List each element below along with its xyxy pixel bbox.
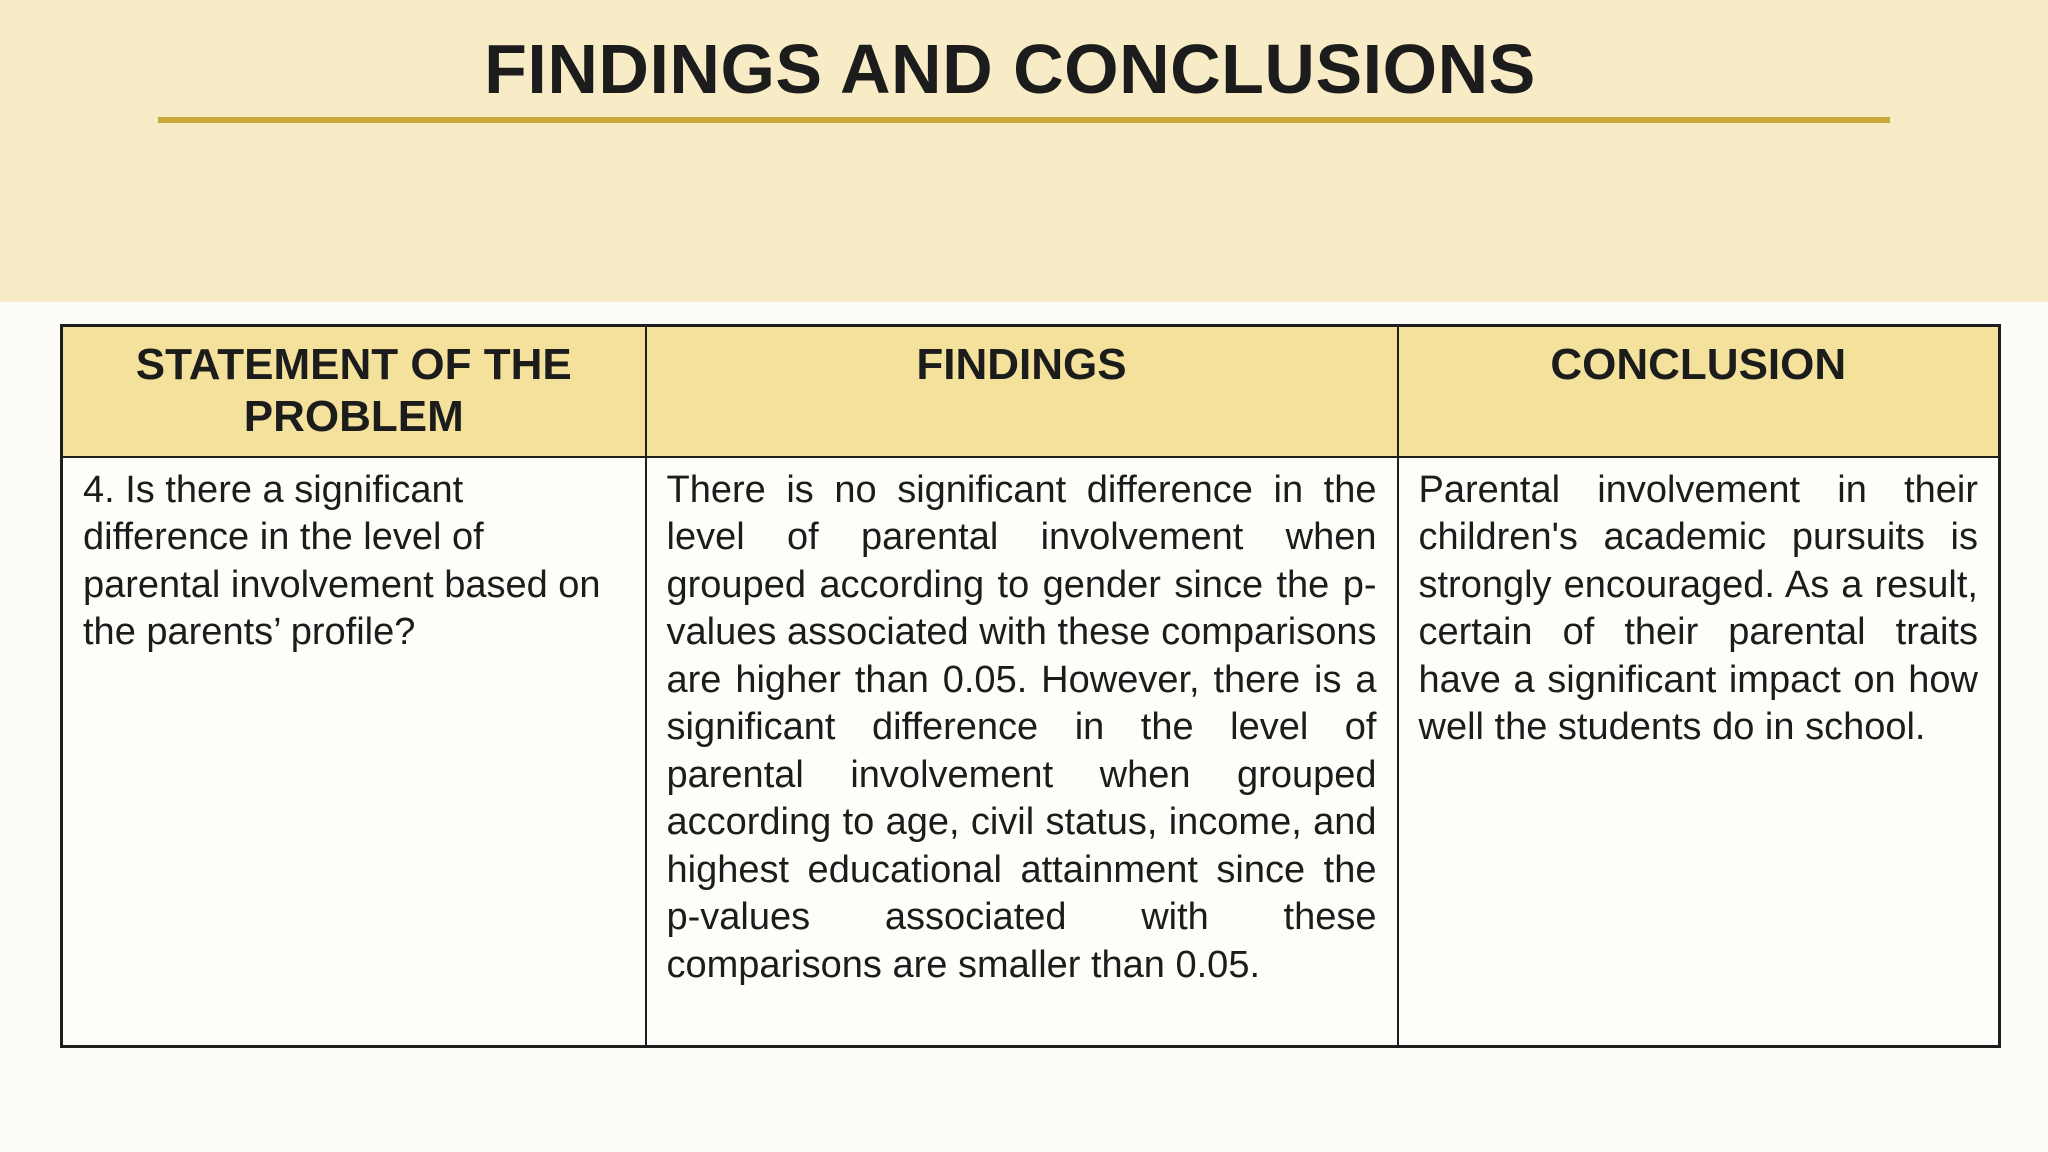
problem-statement-cell: 4. Is there a significant difference in the level of parental involvement based on the parents’ profile? [62, 457, 646, 1047]
header-statement-of-the-problem: STATEMENT OF THE PROBLEM [62, 326, 646, 457]
findings-cell: There is no significant difference in the level of parental involvement when grouped according to gender since the p-values associated with these comparisons are higher than 0.05. However, there is a significant difference in the level of parental involvement when grouped according to age, civil status, income, and highest educational attainment since the p-values associated with these comparisons are smaller than 0.05. [646, 457, 1398, 1047]
header-conclusion: CONCLUSION [1398, 326, 2000, 457]
table-header-row [62, 326, 2000, 457]
page-title: FINDINGS AND CONCLUSIONS [484, 30, 1536, 108]
title-underline [158, 117, 1890, 123]
conclusion-cell: Parental involvement in their children's academic pursuits is strongly encouraged. As a result, certain of their parental traits have a significant impact on how well the students do in school. [1398, 457, 2000, 1047]
header-findings: FINDINGS [646, 326, 1398, 457]
table-row [62, 457, 2000, 1047]
findings-table [60, 324, 2001, 1048]
